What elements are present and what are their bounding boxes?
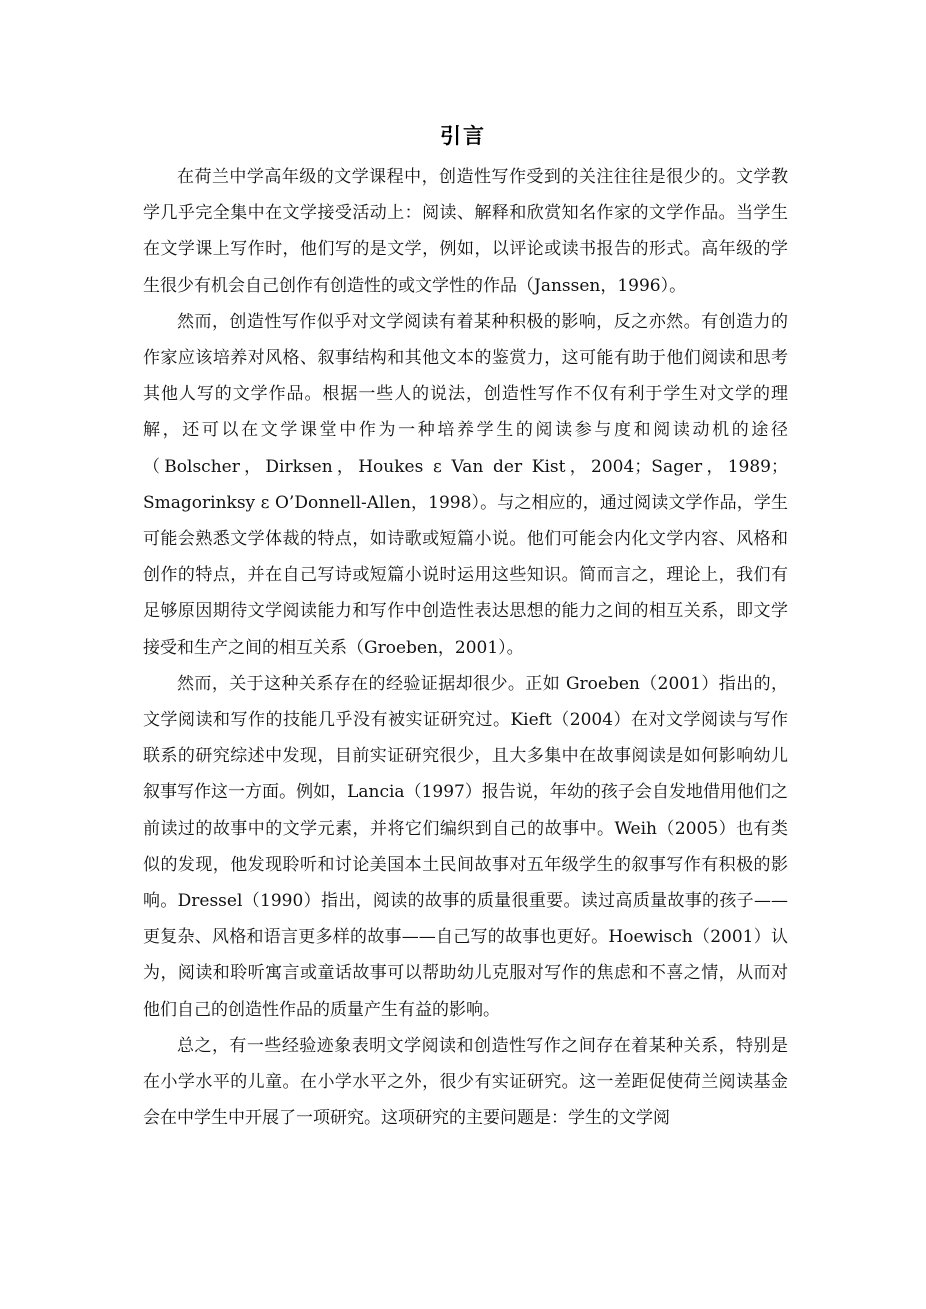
paragraph: 然而，创造性写作似乎对文学阅读有着某种积极的影响，反之亦然。有创造力的作家应该培养对风格、叙事结构和其他文本的鉴赏力，这可能有助于他们阅读和思考其他人写的文学作品。根据一些人的说法，创造性写作不仅有利于学生对文学的理解，还可以在文学课堂中作为一种培养学生的阅读参与度和阅读动机的途径（Bolscher，Dirksen，Houkes ε Van der Kist，2004；Sager，1989；Smagorinksy ε O’Donnell-Allen，1998）。与之相应的，通过阅读文学作品，学生可能会熟悉文学体裁的特点，如诗歌或短篇小说。他们可能会内化文学内容、风格和创作的特点，并在自己写诗或短篇小说时运用这些知识。简而言之，理论上，我们有足够原因期待文学阅读能力和写作中创造性表达思想的能力之间的相互关系，即文学接受和生产之间的相互关系（Groeben，2001）。 — [143, 311, 788, 658]
paragraph: 在荷兰中学高年级的文学课程中，创造性写作受到的关注往往是很少的。文学教学几乎完全集中在文学接受活动上：阅读、解释和欣赏知名作家的文学作品。当学生在文学课上写作时，他们写的是文学，例如，以评论或读书报告的形式。高年级的学生很少有机会自己创作有创造性的或文学性的作品（Janssen，1996）。 — [143, 167, 788, 296]
body-text — [143, 159, 788, 1136]
paragraph: 然而，关于这种关系存在的经验证据却很少。正如 Groeben（2001）指出的，文学阅读和写作的技能几乎没有被实证研究过。Kieft（2004）在对文学阅读与写作联系的研究综述中发现，目前实证研究很少，且大多集中在故事阅读是如何影响幼儿叙事写作这一方面。例如，Lancia（1997）报告说，年幼的孩子会自发地借用他们之前读过的故事中的文学元素，并将它们编织到自己的故事中。Weih（2005）也有类似的发现，他发现聆听和讨论美国本土民间故事对五年级学生的叙事写作有积极的影响。Dressel（1990）指出，阅读的故事的质量很重要。读过高质量故事的孩子——更复杂、风格和语言更多样的故事——自己写的故事也更好。Hoewisch（2001）认为，阅读和聆听寓言或童话故事可以帮助幼儿克服对写作的焦虑和不喜之情，从而对他们自己的创造性作品的质量产生有益的影响。 — [143, 673, 788, 1020]
paragraph: 总之，有一些经验迹象表明文学阅读和创造性写作之间存在着某种关系，特别是在小学水平的儿童。在小学水平之外，很少有实证研究。这一差距促使荷兰阅读基金会在中学生中开展了一项研究。这项研究的主要问题是：学生的文学阅 — [143, 1035, 788, 1129]
page-title: 引言 — [440, 124, 486, 148]
